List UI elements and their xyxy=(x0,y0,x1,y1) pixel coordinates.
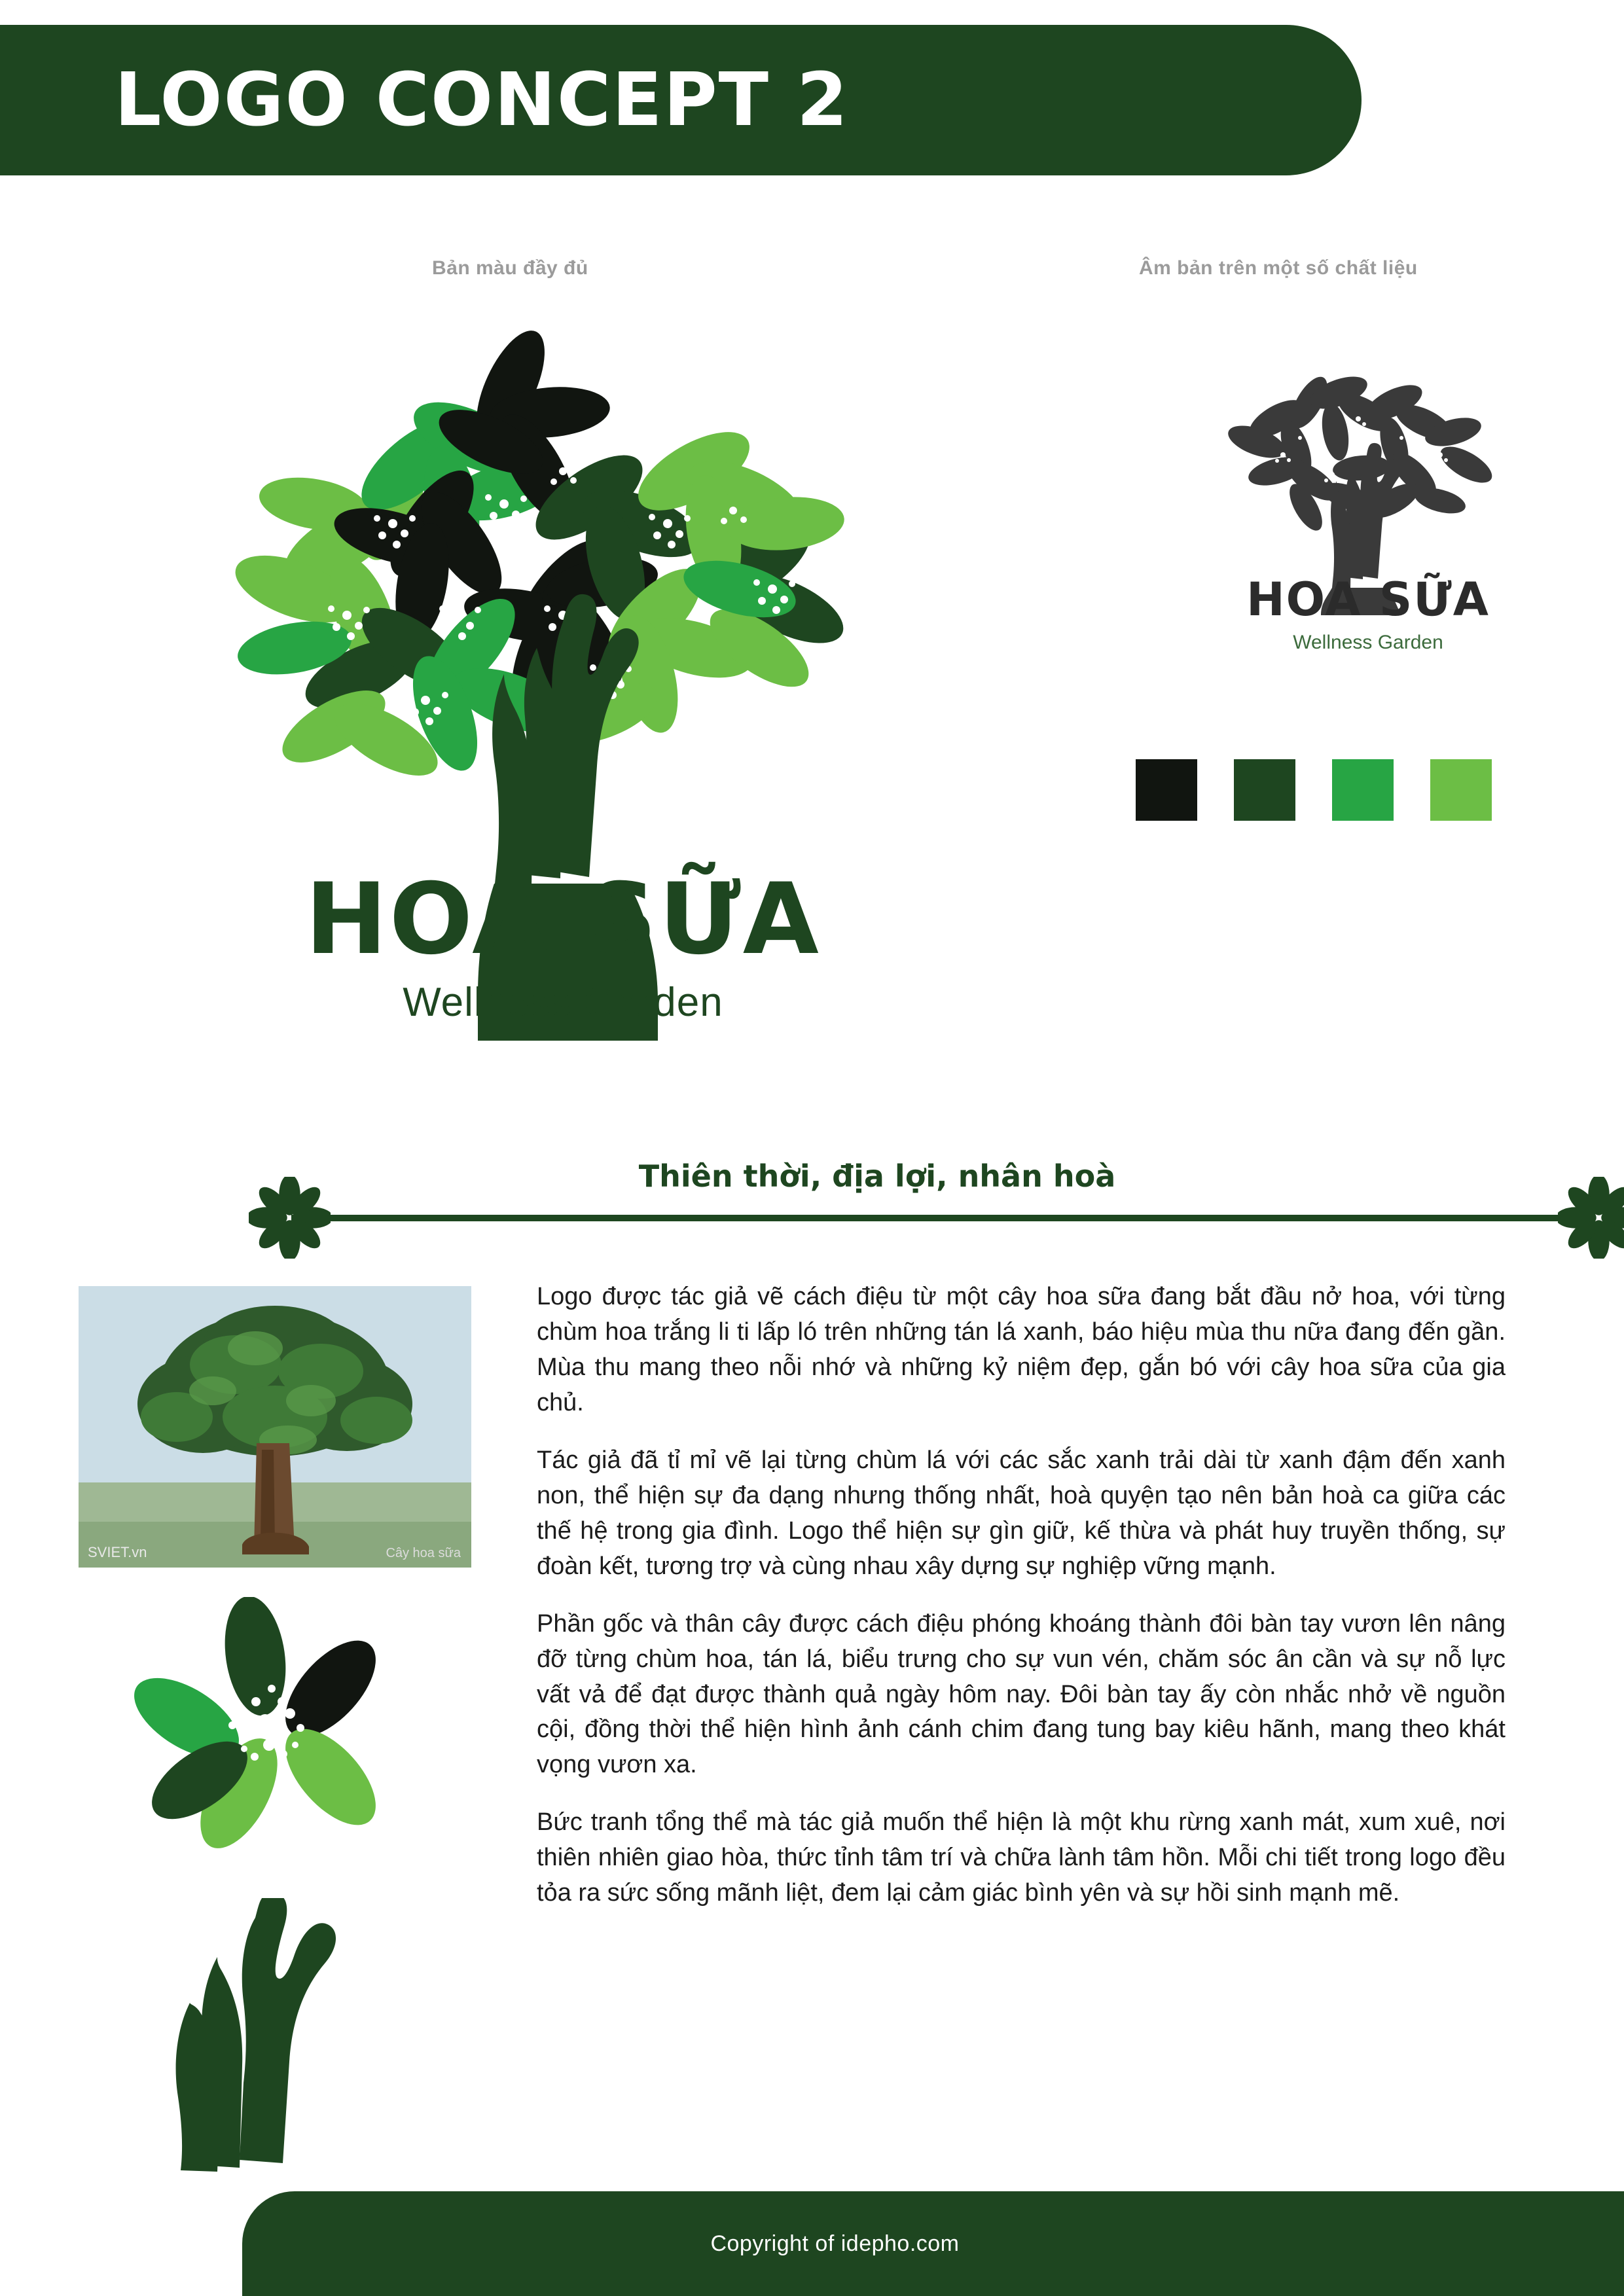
caption-full-color: Bản màu đầy đủ xyxy=(432,257,588,279)
photo-watermark-left: SVIET.vn xyxy=(88,1544,147,1560)
paragraph-2: Tác giả đã tỉ mỉ vẽ lại từng chùm lá với các sắc xanh trải dài từ xanh đậm đến xanh non, thể hiện sự đa dạng nhưng thống nhất, hoà quyện tạo nên bản hoà ca giữa các thế hệ trong gia đình. Logo thể hiện sự gìn giữ, kế thừa và phát huy truyền thống, sự đoàn kết, tương trợ và cùng nhau xây dựng sự nghiệp vững mạnh. xyxy=(537,1446,1506,1580)
paragraph-1: Logo được tác giả vẽ cách điệu từ một cây hoa sữa đang bắt đầu nở hoa, với từng chùm hoa trắng li ti lấp ló trên những tán lá xanh, báo hiệu mùa thu nữa đang đến gần. Mùa thu mang theo nỗi nhớ và những kỷ niệm đẹp, gắn bó với cây hoa sữa của gia chủ. xyxy=(537,1283,1506,1416)
photo-watermark-right: Cây hoa sữa xyxy=(386,1546,461,1560)
page-title: LOGO CONCEPT 2 xyxy=(115,58,849,143)
logo-wordmark-main: HOA SỮA xyxy=(305,863,821,977)
logo-mono-wordmark-sub: Wellness Garden xyxy=(1293,632,1443,653)
swatch-green xyxy=(1332,759,1394,821)
logo-wordmark-block xyxy=(236,863,890,1026)
footer-copyright: Copyright of idepho.com xyxy=(710,2231,960,2256)
logo-wordmark-sub: Wellness Garden xyxy=(403,980,723,1025)
hand-detail-illustration xyxy=(131,1898,393,2179)
footer-banner xyxy=(242,2191,1624,2296)
header-banner xyxy=(0,25,1362,175)
color-swatch-row xyxy=(1136,759,1492,821)
description-text xyxy=(537,1280,1506,1933)
swatch-light-green xyxy=(1430,759,1492,821)
swatch-black xyxy=(1136,759,1197,821)
divider-line xyxy=(291,1215,1594,1221)
slogan-text: Thiên thời, địa lợi, nhân hoà xyxy=(638,1158,1116,1194)
caption-negative: Âm bản trên một số chất liệu xyxy=(1139,257,1418,279)
paragraph-3: Phần gốc và thân cây được cách điệu phóng khoáng thành đôi bàn tay vươn lên nâng đỡ từng chùm hoa, tán lá, biểu trưng cho sự vun vén, chăm sóc ân cần và sự nỗ lực vất vả để đạt được thành quả ngày hôm nay. Đôi bàn tay ấy còn nhắc nhở về nguồn cội, đồng thời thể hiện hình ảnh cánh chim đang tung bay kiêu hãnh, mang theo khát vọng vươn xa. xyxy=(537,1609,1506,1779)
flower-ornament-right-icon xyxy=(1558,1177,1624,1259)
flower-detail-illustration xyxy=(115,1597,442,1872)
paragraph-4: Bức tranh tổng thể mà tác giả muốn thể hiện là một khu rừng xanh mát, xum xuê, nơi thiên nhiên giao hòa, thức tỉnh tâm trí và chữa lành tâm hồn. Mỗi chi tiết trong logo đều tỏa ra sức sống mãnh liệt, đem lại cảm giác bình yên và sự hồi sinh mạnh mẽ. xyxy=(537,1808,1506,1907)
logo-mono-wordmark-block xyxy=(1178,573,1558,654)
logo-mono-wordmark-main: HOA SỮA xyxy=(1246,573,1490,626)
slogan-divider xyxy=(124,1158,1512,1244)
reference-photo xyxy=(79,1286,471,1568)
swatch-dark-green xyxy=(1234,759,1295,821)
